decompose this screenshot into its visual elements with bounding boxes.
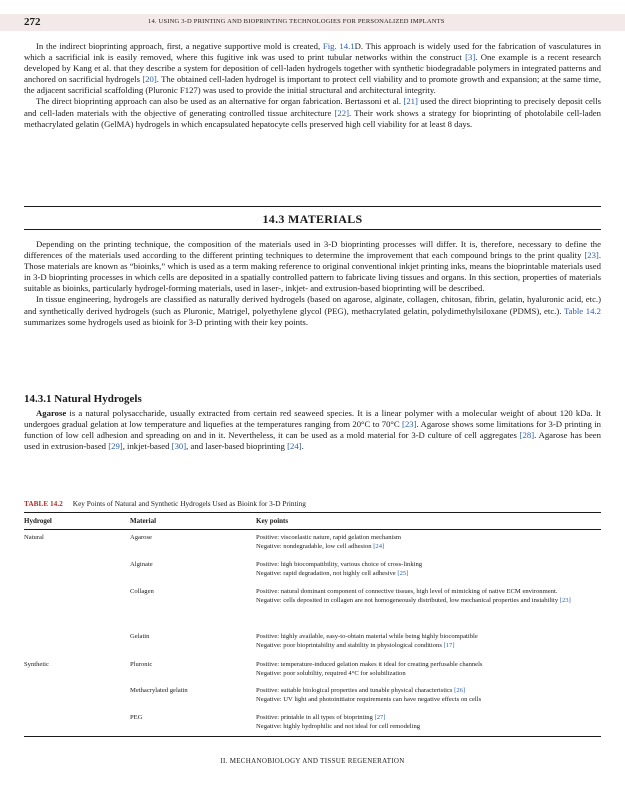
- table-cell-material: Methacrylated gelatin: [130, 687, 188, 694]
- table-rule-top: [24, 512, 601, 513]
- table-rule-bottom: [24, 736, 601, 737]
- positive-point: Positive: highly available, easy-to-obtain material while being highly biocompatible: [256, 633, 478, 640]
- table-cell-key-points: [256, 588, 600, 605]
- table-header-key-points: Key points: [256, 517, 289, 525]
- table-link[interactable]: Table 14.2: [563, 305, 602, 316]
- citation-link[interactable]: [28]: [519, 430, 535, 441]
- table-caption: [24, 499, 306, 508]
- citation-link[interactable]: [3]: [465, 52, 476, 63]
- table-cell-key-points: [256, 687, 600, 704]
- positive-point: Positive: suitable biological properties and tunable physical characteristics [26]: [256, 687, 466, 694]
- subsection-paragraph-1: Agarose is a natural polysaccharide, usually extracted from certain red seaweed species. It is a linear polymer with a molecular weight of about 120 kDa. It undergoes gradual gelation at low temperature and liquefies at the temperatures ranging from 20°C to 70°C [23]. Agarose shows some limitations for 3-D printing in function of low cell adhesion and spreading on and in it. Nevertheless, it can be used as a mold material for 3-D culture of cell aggregates [28]. Agarose has been used in extrusion-based [29], inkjet-based [30], and laser-based bioprinting [24].: [24, 408, 602, 452]
- negative-point: Negative: nondegradable, low cell adhesion [24]: [256, 542, 385, 550]
- citation-link[interactable]: [25]: [397, 569, 409, 577]
- subsection-text: [24, 408, 601, 452]
- table-cell-key-points: [256, 661, 600, 678]
- table-cell-material: Pluronic: [130, 661, 153, 668]
- section-paragraph-2: In tissue engineering, hydrogels are classified as naturally derived hydrogels (based on agarose, alginate, collagen, chitosan, fibrin, gelatin, hyaluronic acid, etc.) and synthetically derived hydrogels (such as Pluronic, Matrigel, polyethylene glycol (PEG), methacrylated gelatin, polydimethylsiloxane (PDMS), etc.). Table 14.2 summarizes some hydrogels used as bioink for 3-D printing with their key points.: [24, 294, 602, 327]
- citation-link[interactable]: [23]: [402, 419, 417, 430]
- citation-link[interactable]: [17]: [443, 641, 455, 649]
- citation-link[interactable]: [29]: [108, 441, 123, 452]
- negative-point: Negative: UV light and photoinitiator requirements can have negative effects on cells: [256, 695, 482, 703]
- section-paragraph-1: Depending on the printing technique, the composition of the materials used in 3-D bioprinting processes will differ. It is, therefore, necessary to define the differences of the materials used according to the different printing techniques to determine the improvement that each compound brings to the print quality [23]. Those materials are known as “bioinks,” which is used as a term making reference to original conventional inkjet printing inks, means the bioprintable materials used in 3-D bioprinting processes in which cells are deposited in a spatially controlled pattern to fabricate living tissues and organs. In this section, properties of materials suitable as bioinks, particularly hydrogel-forming materials, used in laser-, inkjet- and extrusion-based bioprinting will be described.: [24, 239, 601, 294]
- page-footer: II. MECHANOBIOLOGY AND TISSUE REGENERATION: [220, 757, 405, 765]
- table-cell-material: Collagen: [130, 588, 154, 595]
- section-text: [24, 239, 601, 328]
- citation-link[interactable]: [22]: [334, 107, 349, 118]
- citation-link[interactable]: [30]: [171, 441, 187, 452]
- page-number: 272: [24, 16, 41, 28]
- intro-paragraph-1: In the indirect bioprinting approach, first, a negative supportive mold is created, Fig. 14.1D. This approach is widely used for the fabrication of vasculatures in which a sacrificial ink is easily removed, where this fugitive ink was used to print tubular networks within the construct [3]. One example is a recent research developed by Kang et al. that they describe a system for deposition of cell-laden hydrogels together with synthetic biodegradable polymers in integrated patterns and anchored on sacrificial hydrogels [20]. The obtained cell-laden hydrogel is important to protect cell viability and to promote growth and expansion; at the same time, the adjacent sacrificial scaffolding (Pluronic F127) was used to provide the initial structural and architectural integrity.: [24, 41, 602, 96]
- table-caption-text: Key Points of Natural and Synthetic Hydrogels Used as Bioink for 3-D Printing: [72, 499, 306, 508]
- table-cell-material: Agarose: [130, 534, 152, 541]
- positive-point: Positive: high biocompatibility, various choice of cross-linking: [256, 561, 423, 568]
- table-cell-key-points: [256, 534, 600, 551]
- positive-point: Positive: printable in all types of bioprinting [27]: [256, 714, 386, 721]
- citation-link[interactable]: [24]: [373, 542, 385, 550]
- citation-link[interactable]: [23]: [559, 596, 571, 604]
- citation-link[interactable]: [23]: [584, 250, 599, 261]
- subsection-title: 14.3.1 Natural Hydrogels: [24, 393, 142, 405]
- figure-link[interactable]: Fig. 14.1: [322, 41, 355, 51]
- citation-link[interactable]: [20]: [142, 74, 157, 85]
- table-cell-group: Synthetic: [24, 661, 49, 668]
- table-cell-group: Natural: [24, 534, 44, 541]
- section-title: 14.3 MATERIALS: [262, 212, 363, 226]
- table-cell-key-points: [256, 714, 600, 731]
- negative-point: Negative: poor solubility, required 4°C for solubilization: [256, 669, 406, 677]
- positive-point: Positive: temperature-induced gelation makes it ideal for creating perfusable channels: [256, 661, 483, 668]
- positive-point: Positive: viscoelastic nature, rapid gelation mechanism: [256, 534, 402, 541]
- negative-point: Negative: highly hydrophilic and not ideal for cell remodeling: [256, 722, 421, 730]
- citation-link[interactable]: [27]: [374, 714, 386, 721]
- section-rule-top: [24, 206, 601, 207]
- table-cell-key-points: [256, 633, 600, 650]
- negative-point: Negative: rapid degradation, not highly cell adhesive [25]: [256, 569, 409, 577]
- table-label: TABLE 14.2: [24, 499, 63, 508]
- citation-link[interactable]: [24]: [287, 441, 302, 452]
- intro-text: [24, 41, 601, 130]
- running-head: 14. USING 3-D PRINTING AND BIOPRINTING TECHNOLOGIES FOR PERSONALIZED IMPLANTS: [148, 18, 445, 25]
- negative-point: Negative: cells deposited in collagen are not homogeneously distributed, low mechanical properties and instability [23]: [256, 596, 571, 604]
- table-cell-material: Alginate: [130, 561, 153, 568]
- citation-link[interactable]: [21]: [403, 96, 418, 107]
- table-header-hydrogel: Hydrogel: [24, 517, 52, 525]
- section-rule-bottom: [24, 229, 601, 230]
- citation-link[interactable]: [26]: [454, 687, 466, 694]
- table-header-material: Material: [130, 517, 157, 525]
- table-rule-header: [24, 529, 601, 530]
- intro-paragraph-2: The direct bioprinting approach can also be used as an alternative for organ fabrication. Bertassoni et al. [21] used the direct bioprinting to precisely deposit cells and cell-laden materials with the objective of generating controlled tissue architecture [22]. Their work shows a strategy for bioprinting of photolabile cell-laden methacrylated gelatin (GelMA) hydrogels in which encapsulated hepatocyte cells preserved high cell viability for at least 8 days.: [24, 96, 602, 129]
- negative-point: Negative: poor bioprintability and stability in physiological conditions [17]: [256, 641, 455, 649]
- table-cell-material: PEG: [130, 714, 143, 721]
- positive-point: Positive: natural dominant component of connective tissues, high level of mimicking of native ECM environment.: [256, 588, 558, 595]
- table-cell-key-points: [256, 561, 600, 578]
- table-cell-material: Gelatin: [130, 633, 150, 640]
